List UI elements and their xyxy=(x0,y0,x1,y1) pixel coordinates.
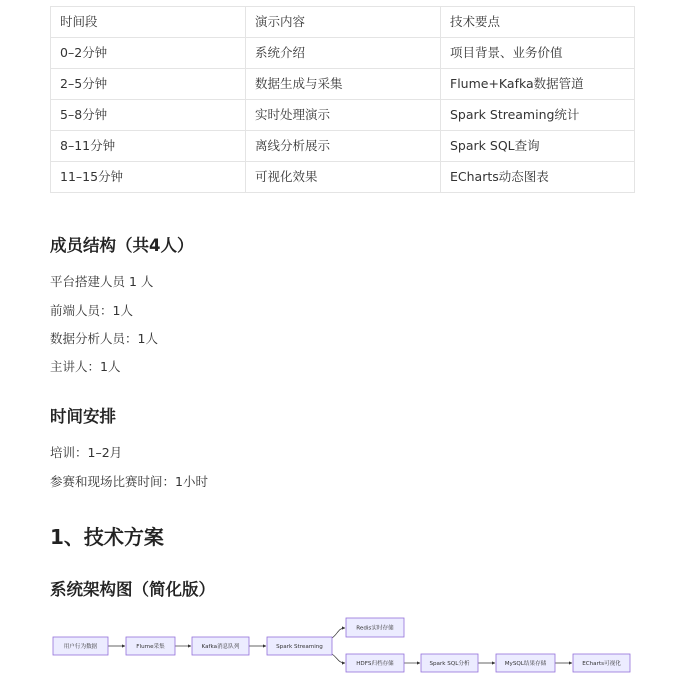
table-cell: Spark Streaming统计 xyxy=(441,100,635,131)
table-row xyxy=(51,131,635,162)
table-header-row xyxy=(51,7,635,38)
svg-text:HDFS归档存储: HDFS归档存储 xyxy=(356,661,394,667)
node-kafka xyxy=(192,637,249,655)
table-cell: 11–15分钟 xyxy=(51,162,246,193)
node-mysql xyxy=(496,654,555,672)
table-cell: 数据生成与采集 xyxy=(246,69,441,100)
svg-text:用户行为数据: 用户行为数据 xyxy=(63,644,98,650)
schedule-item-competition: 参赛和现场比赛时间：1小时 xyxy=(50,474,208,489)
table-header-cell: 时间段 xyxy=(51,7,246,38)
members-heading: 成员结构（共4人） xyxy=(50,236,194,255)
table-cell: Spark SQL查询 xyxy=(441,131,635,162)
table-cell: ECharts动态图表 xyxy=(441,162,635,193)
node-redis xyxy=(346,618,404,637)
node-hdfs xyxy=(346,654,404,672)
schedule-heading: 时间安排 xyxy=(50,407,116,426)
table-cell: 系统介绍 xyxy=(246,38,441,69)
edge-spark-hdfs xyxy=(332,654,345,663)
table-cell: 离线分析展示 xyxy=(246,131,441,162)
tech-heading: 1、技术方案 xyxy=(50,525,164,549)
table-cell: 8–11分钟 xyxy=(51,131,246,162)
table-row xyxy=(51,38,635,69)
node-spark-sql xyxy=(421,654,478,672)
table-cell: 0–2分钟 xyxy=(51,38,246,69)
architecture-diagram xyxy=(50,612,640,678)
svg-text:Spark SQL分析: Spark SQL分析 xyxy=(429,661,470,667)
table-row xyxy=(51,162,635,193)
members-item-analyst: 数据分析人员：1人 xyxy=(50,331,158,346)
table-cell: 5–8分钟 xyxy=(51,100,246,131)
schedule-item-training: 培训：1–2月 xyxy=(50,445,123,460)
node-flume xyxy=(126,637,175,655)
node-user-data xyxy=(53,637,108,655)
svg-text:Spark Streaming: Spark Streaming xyxy=(276,644,323,650)
table-cell: 实时处理演示 xyxy=(246,100,441,131)
table-header-cell: 演示内容 xyxy=(246,7,441,38)
svg-text:Flume采集: Flume采集 xyxy=(136,644,165,650)
table-cell: 2–5分钟 xyxy=(51,69,246,100)
node-spark-streaming xyxy=(267,637,332,655)
members-item-frontend: 前端人员：1人 xyxy=(50,303,133,318)
members-item-platform: 平台搭建人员 1 人 xyxy=(50,274,154,289)
table-row xyxy=(51,100,635,131)
svg-text:Kafka消息队列: Kafka消息队列 xyxy=(201,644,240,650)
svg-text:Redis实时存储: Redis实时存储 xyxy=(356,625,394,632)
members-item-presenter: 主讲人：1人 xyxy=(50,359,121,374)
architecture-heading: 系统架构图（简化版） xyxy=(50,580,215,599)
edge-spark-redis xyxy=(332,628,345,638)
table-cell: 可视化效果 xyxy=(246,162,441,193)
svg-text:MySQL结果存储: MySQL结果存储 xyxy=(504,661,547,667)
table-cell: Flume+Kafka数据管道 xyxy=(441,69,635,100)
table-header-cell: 技术要点 xyxy=(441,7,635,38)
svg-text:ECharts可视化: ECharts可视化 xyxy=(582,661,621,667)
demo-schedule-table xyxy=(50,6,635,193)
table-cell: 项目背景、业务价值 xyxy=(441,38,635,69)
node-echarts xyxy=(573,654,630,672)
table-row xyxy=(51,69,635,100)
